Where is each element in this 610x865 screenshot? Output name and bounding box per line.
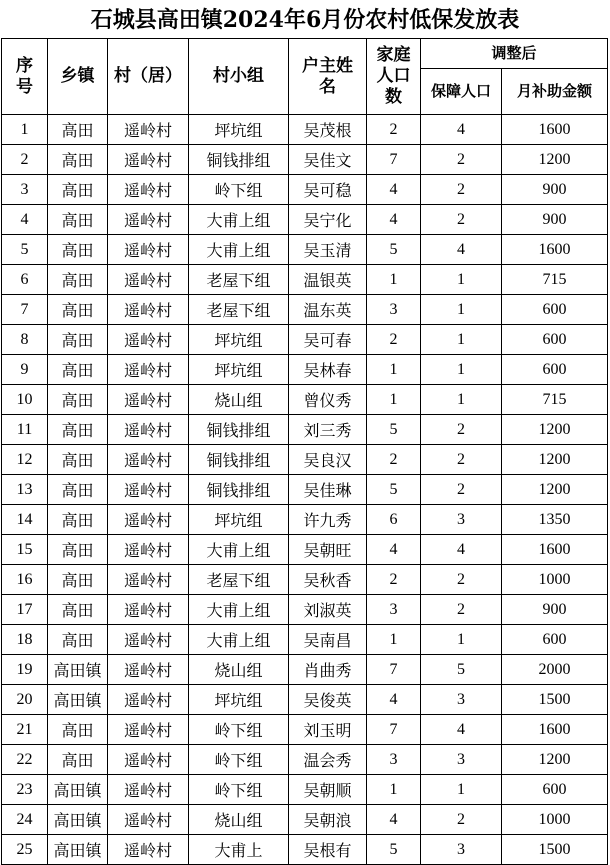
cell-village: 遥岭村 (108, 595, 189, 625)
cell-name: 吴朝浪 (289, 805, 367, 835)
cell-name: 吴可春 (289, 325, 367, 355)
cell-insured: 3 (421, 685, 502, 715)
header-insured: 保障人口 (421, 69, 502, 115)
cell-seq: 1 (2, 115, 48, 145)
cell-name: 吴良汉 (289, 445, 367, 475)
cell-seq: 18 (2, 625, 48, 655)
header-family: 家庭人口数 (367, 39, 421, 115)
cell-seq: 16 (2, 565, 48, 595)
cell-insured: 2 (421, 805, 502, 835)
cell-village: 遥岭村 (108, 115, 189, 145)
cell-group: 老屋下组 (189, 565, 289, 595)
cell-insured: 4 (421, 535, 502, 565)
cell-insured: 1 (421, 385, 502, 415)
cell-seq: 9 (2, 355, 48, 385)
cell-village: 遥岭村 (108, 145, 189, 175)
cell-village: 遥岭村 (108, 805, 189, 835)
table-row (2, 715, 608, 745)
cell-amount: 1200 (502, 145, 608, 175)
table-row (2, 745, 608, 775)
table-row (2, 385, 608, 415)
cell-village: 遥岭村 (108, 415, 189, 445)
cell-name: 吴宁化 (289, 205, 367, 235)
table-row (2, 655, 608, 685)
cell-village: 遥岭村 (108, 175, 189, 205)
cell-insured: 1 (421, 265, 502, 295)
cell-amount: 900 (502, 205, 608, 235)
cell-village: 遥岭村 (108, 745, 189, 775)
cell-group: 铜钱排组 (189, 145, 289, 175)
cell-family: 7 (367, 715, 421, 745)
cell-insured: 1 (421, 775, 502, 805)
cell-town: 高田 (48, 295, 108, 325)
cell-seq: 24 (2, 805, 48, 835)
cell-group: 岭下组 (189, 715, 289, 745)
table-row (2, 295, 608, 325)
cell-group: 老屋下组 (189, 295, 289, 325)
cell-seq: 8 (2, 325, 48, 355)
header-adjusted: 调整后 (421, 39, 608, 69)
cell-insured: 2 (421, 565, 502, 595)
cell-family: 2 (367, 565, 421, 595)
cell-family: 1 (367, 385, 421, 415)
cell-seq: 4 (2, 205, 48, 235)
header-seq: 序号 (2, 39, 48, 115)
cell-family: 4 (367, 205, 421, 235)
cell-town: 高田 (48, 475, 108, 505)
cell-town: 高田 (48, 325, 108, 355)
cell-amount: 715 (502, 385, 608, 415)
cell-family: 7 (367, 145, 421, 175)
cell-seq: 7 (2, 295, 48, 325)
cell-amount: 1600 (502, 115, 608, 145)
cell-insured: 2 (421, 415, 502, 445)
cell-name: 吴玉清 (289, 235, 367, 265)
cell-town: 高田 (48, 235, 108, 265)
header-head: 户主姓名 (289, 39, 367, 115)
header-group: 村小组 (189, 39, 289, 115)
cell-name: 温东英 (289, 295, 367, 325)
cell-amount: 715 (502, 265, 608, 295)
cell-village: 遥岭村 (108, 625, 189, 655)
cell-family: 3 (367, 295, 421, 325)
cell-village: 遥岭村 (108, 385, 189, 415)
cell-insured: 2 (421, 475, 502, 505)
cell-group: 大甫上组 (189, 535, 289, 565)
cell-name: 吴茂根 (289, 115, 367, 145)
cell-seq: 14 (2, 505, 48, 535)
table-row (2, 325, 608, 355)
cell-village: 遥岭村 (108, 505, 189, 535)
cell-amount: 1000 (502, 805, 608, 835)
table-row (2, 805, 608, 835)
cell-group: 大甫上组 (189, 205, 289, 235)
cell-name: 吴林春 (289, 355, 367, 385)
cell-village: 遥岭村 (108, 295, 189, 325)
cell-group: 铜钱排组 (189, 475, 289, 505)
cell-group: 大甫上 (189, 835, 289, 865)
cell-insured: 2 (421, 145, 502, 175)
cell-seq: 21 (2, 715, 48, 745)
cell-family: 5 (367, 475, 421, 505)
cell-seq: 10 (2, 385, 48, 415)
cell-family: 5 (367, 235, 421, 265)
cell-seq: 17 (2, 595, 48, 625)
cell-name: 温会秀 (289, 745, 367, 775)
header-town: 乡镇 (48, 39, 108, 115)
table-row (2, 235, 608, 265)
cell-name: 吴根有 (289, 835, 367, 865)
cell-village: 遥岭村 (108, 685, 189, 715)
cell-village: 遥岭村 (108, 475, 189, 505)
cell-amount: 900 (502, 595, 608, 625)
cell-town: 高田 (48, 535, 108, 565)
cell-village: 遥岭村 (108, 655, 189, 685)
cell-insured: 3 (421, 835, 502, 865)
table-row (2, 115, 608, 145)
cell-name: 吴佳琳 (289, 475, 367, 505)
cell-name: 刘淑英 (289, 595, 367, 625)
cell-family: 3 (367, 595, 421, 625)
table-row (2, 475, 608, 505)
cell-family: 1 (367, 775, 421, 805)
cell-town: 高田镇 (48, 655, 108, 685)
cell-family: 7 (367, 655, 421, 685)
cell-seq: 25 (2, 835, 48, 865)
header-village: 村（居） (108, 39, 189, 115)
cell-group: 岭下组 (189, 745, 289, 775)
cell-village: 遥岭村 (108, 835, 189, 865)
table-row (2, 685, 608, 715)
cell-family: 2 (367, 325, 421, 355)
cell-group: 岭下组 (189, 775, 289, 805)
cell-insured: 3 (421, 745, 502, 775)
cell-town: 高田 (48, 205, 108, 235)
cell-town: 高田 (48, 445, 108, 475)
table-row (2, 175, 608, 205)
cell-group: 大甫上组 (189, 625, 289, 655)
cell-seq: 2 (2, 145, 48, 175)
cell-amount: 900 (502, 175, 608, 205)
cell-amount: 1200 (502, 475, 608, 505)
cell-town: 高田 (48, 385, 108, 415)
cell-village: 遥岭村 (108, 565, 189, 595)
cell-town: 高田 (48, 565, 108, 595)
table-row (2, 445, 608, 475)
cell-insured: 2 (421, 175, 502, 205)
cell-group: 岭下组 (189, 175, 289, 205)
cell-amount: 1200 (502, 445, 608, 475)
cell-insured: 2 (421, 445, 502, 475)
cell-town: 高田 (48, 595, 108, 625)
table-row (2, 415, 608, 445)
cell-group: 坪坑组 (189, 325, 289, 355)
cell-family: 4 (367, 805, 421, 835)
cell-name: 吴可稳 (289, 175, 367, 205)
cell-amount: 1200 (502, 745, 608, 775)
cell-name: 许九秀 (289, 505, 367, 535)
cell-amount: 600 (502, 775, 608, 805)
table-row (2, 565, 608, 595)
cell-amount: 1500 (502, 685, 608, 715)
cell-family: 5 (367, 835, 421, 865)
cell-village: 遥岭村 (108, 235, 189, 265)
table-row (2, 625, 608, 655)
cell-insured: 2 (421, 595, 502, 625)
page-title: 石城县高田镇2024年6月份农村低保发放表 (90, 7, 520, 33)
cell-town: 高田镇 (48, 835, 108, 865)
cell-family: 2 (367, 115, 421, 145)
cell-town: 高田 (48, 505, 108, 535)
cell-seq: 19 (2, 655, 48, 685)
cell-seq: 15 (2, 535, 48, 565)
cell-name: 刘三秀 (289, 415, 367, 445)
cell-family: 4 (367, 535, 421, 565)
cell-name: 吴朝旺 (289, 535, 367, 565)
cell-name: 吴俊英 (289, 685, 367, 715)
cell-amount: 1500 (502, 835, 608, 865)
cell-insured: 4 (421, 715, 502, 745)
cell-insured: 1 (421, 295, 502, 325)
cell-group: 铜钱排组 (189, 415, 289, 445)
cell-seq: 12 (2, 445, 48, 475)
cell-insured: 2 (421, 205, 502, 235)
cell-amount: 1600 (502, 535, 608, 565)
cell-family: 3 (367, 745, 421, 775)
cell-group: 大甫上组 (189, 235, 289, 265)
cell-group: 坪坑组 (189, 115, 289, 145)
cell-group: 烧山组 (189, 655, 289, 685)
cell-name: 肖曲秀 (289, 655, 367, 685)
cell-village: 遥岭村 (108, 265, 189, 295)
cell-insured: 1 (421, 325, 502, 355)
cell-group: 烧山组 (189, 385, 289, 415)
cell-group: 坪坑组 (189, 505, 289, 535)
cell-group: 坪坑组 (189, 355, 289, 385)
cell-amount: 1350 (502, 505, 608, 535)
table-row (2, 595, 608, 625)
cell-group: 铜钱排组 (189, 445, 289, 475)
cell-town: 高田 (48, 625, 108, 655)
cell-insured: 4 (421, 235, 502, 265)
cell-insured: 3 (421, 505, 502, 535)
subsidy-table (1, 38, 608, 865)
table-row (2, 775, 608, 805)
cell-village: 遥岭村 (108, 205, 189, 235)
cell-seq: 22 (2, 745, 48, 775)
cell-seq: 6 (2, 265, 48, 295)
cell-town: 高田 (48, 745, 108, 775)
cell-amount: 1600 (502, 715, 608, 745)
cell-seq: 3 (2, 175, 48, 205)
cell-village: 遥岭村 (108, 445, 189, 475)
cell-family: 2 (367, 445, 421, 475)
cell-family: 1 (367, 265, 421, 295)
cell-family: 6 (367, 505, 421, 535)
cell-family: 4 (367, 175, 421, 205)
cell-town: 高田 (48, 355, 108, 385)
table-row (2, 505, 608, 535)
cell-insured: 1 (421, 625, 502, 655)
cell-village: 遥岭村 (108, 355, 189, 385)
cell-name: 吴秋香 (289, 565, 367, 595)
table-row (2, 265, 608, 295)
cell-village: 遥岭村 (108, 715, 189, 745)
cell-town: 高田 (48, 175, 108, 205)
cell-family: 5 (367, 415, 421, 445)
cell-town: 高田镇 (48, 775, 108, 805)
cell-group: 老屋下组 (189, 265, 289, 295)
cell-name: 刘玉明 (289, 715, 367, 745)
cell-amount: 2000 (502, 655, 608, 685)
cell-group: 坪坑组 (189, 685, 289, 715)
cell-seq: 23 (2, 775, 48, 805)
cell-insured: 5 (421, 655, 502, 685)
cell-amount: 600 (502, 295, 608, 325)
cell-town: 高田 (48, 415, 108, 445)
cell-amount: 600 (502, 325, 608, 355)
cell-family: 4 (367, 685, 421, 715)
cell-seq: 5 (2, 235, 48, 265)
cell-amount: 1000 (502, 565, 608, 595)
cell-amount: 600 (502, 625, 608, 655)
cell-amount: 1600 (502, 235, 608, 265)
table-row (2, 205, 608, 235)
cell-town: 高田镇 (48, 685, 108, 715)
table-row (2, 355, 608, 385)
cell-amount: 600 (502, 355, 608, 385)
table-row (2, 145, 608, 175)
cell-group: 大甫上组 (189, 595, 289, 625)
cell-family: 1 (367, 355, 421, 385)
cell-insured: 4 (421, 115, 502, 145)
cell-village: 遥岭村 (108, 775, 189, 805)
cell-town: 高田 (48, 265, 108, 295)
table-row (2, 535, 608, 565)
cell-name: 吴朝顺 (289, 775, 367, 805)
cell-amount: 1200 (502, 415, 608, 445)
cell-name: 曾仪秀 (289, 385, 367, 415)
table-row (2, 835, 608, 865)
cell-town: 高田 (48, 145, 108, 175)
cell-name: 温银英 (289, 265, 367, 295)
cell-seq: 13 (2, 475, 48, 505)
cell-name: 吴南昌 (289, 625, 367, 655)
cell-seq: 11 (2, 415, 48, 445)
cell-town: 高田 (48, 115, 108, 145)
header-subsidy: 月补助金额 (502, 69, 608, 115)
cell-name: 吴佳文 (289, 145, 367, 175)
cell-village: 遥岭村 (108, 535, 189, 565)
cell-town: 高田 (48, 715, 108, 745)
cell-family: 1 (367, 625, 421, 655)
cell-village: 遥岭村 (108, 325, 189, 355)
cell-insured: 1 (421, 355, 502, 385)
cell-seq: 20 (2, 685, 48, 715)
cell-town: 高田镇 (48, 805, 108, 835)
cell-group: 烧山组 (189, 805, 289, 835)
